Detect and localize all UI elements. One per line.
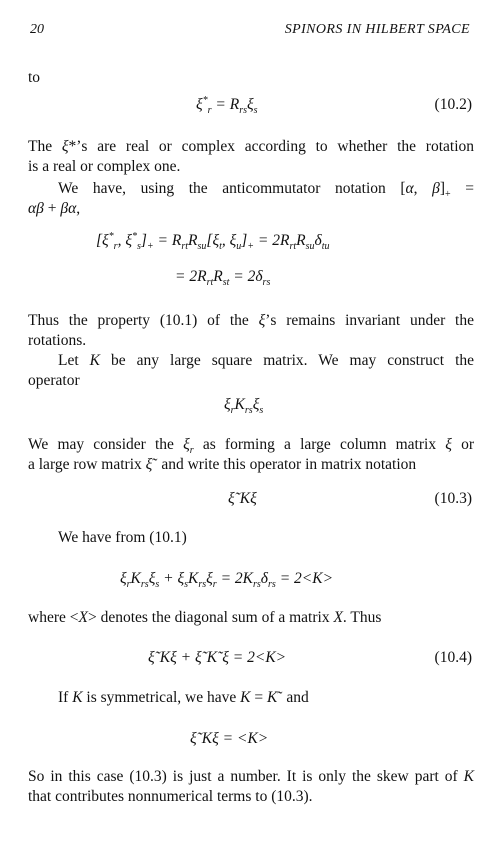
page-number: 20 [30, 22, 44, 37]
running-title: SPINORS IN HILBERT SPACE [284, 22, 470, 37]
equation-sum: $\xi_rK_{rs}\xi_s + \xi_sK_{rs}\xi_r = 2K_{rs}\delta_{rs} = 2<K>$ [120, 570, 334, 591]
paragraph-matrix-notation: We may consider the $\xi_r$ as forming a large column matrix ξ or a large row matrix ξ˜ and write this operator in matrix notation [28, 436, 474, 473]
paragraph-skew-part: So in this case (10.3) is just a number. It is only the skew part of K that contributes nonnumerical terms to (10.3). [28, 768, 474, 805]
text-we-have-from: We have from (10.1) [58, 529, 187, 546]
equation-number-10-4: (10.4) [434, 649, 472, 666]
equation-anticommutator-line2: = $2R_{rt}R_{st} = 2\delta_{rs}$ [175, 268, 271, 289]
equation-10-3: ξ˜Kξ [228, 490, 257, 507]
text-to: to [28, 69, 41, 86]
equation-number-10-2: (10.2) [434, 96, 472, 113]
running-header [30, 22, 470, 42]
equation-10-4: ξ˜Kξ + ξ˜K˜ξ = 2<K> [148, 649, 287, 666]
paragraph-symmetrical: If K is symmetrical, we have K = K˜ and [58, 689, 309, 706]
paragraph-operator: Let K be any large square matrix. We may construct the operator [28, 352, 475, 389]
equation-10-2: $\xi^*_r = R_{rs}\xi_s$ [196, 94, 258, 117]
equation-operator: $\xi_rK_{rs}\xi_s$ [224, 396, 264, 417]
equation-anticommutator-line1: [$\xi^*_r$, $\xi^*_s]_+ = R_{rt}R_{su}[\xi_t$, $\xi_u]_+ = 2R_{rt}R_{su}\delta_{tu}$ [96, 230, 330, 253]
paragraph-invariant: Thus the property (10.1) of the ξ’s remains invariant under the rotations. [28, 312, 474, 349]
paragraph-anticommutator: We have, using the anticommutator notation [α, $\beta]_+$ = αβ + βα, [28, 180, 475, 217]
paragraph-real-or-complex: The ξ*’s are real or complex according to whether the rotation is a real or complex one. [28, 138, 474, 175]
equation-symmetric: ξ˜Kξ = <K> [190, 730, 269, 747]
paragraph-diagonal-sum: where <X> denotes the diagonal sum of a matrix X. Thus [28, 609, 382, 626]
equation-number-10-3: (10.3) [434, 490, 472, 507]
